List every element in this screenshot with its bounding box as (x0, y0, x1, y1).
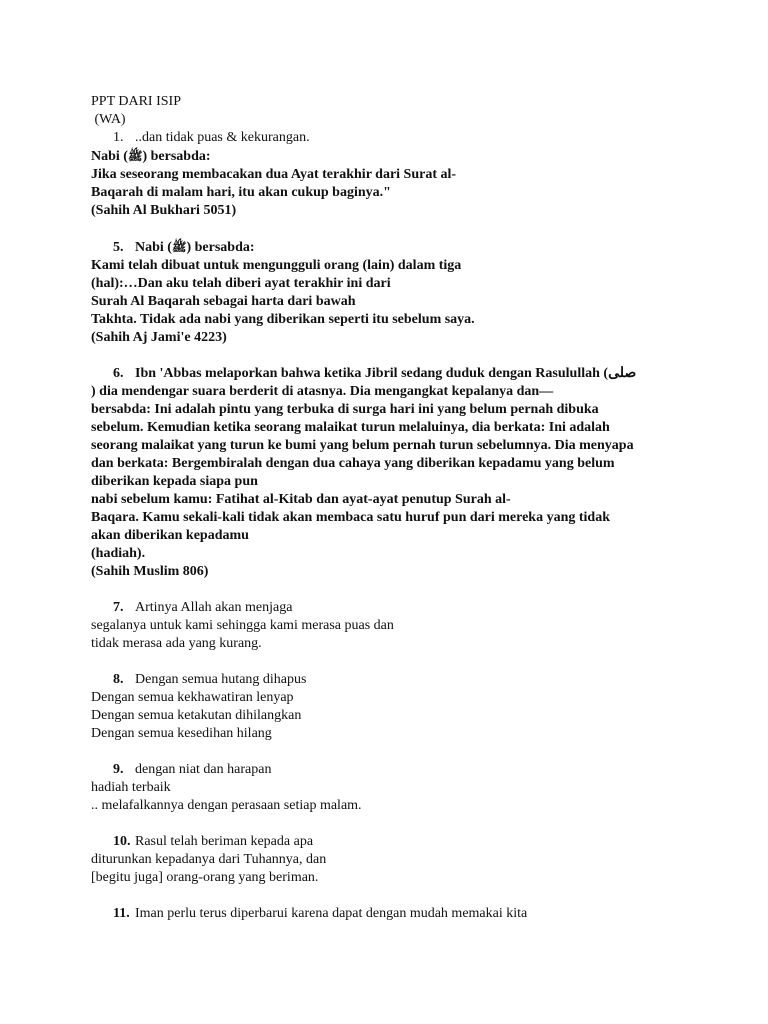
document-subtitle: (WA) (91, 112, 126, 127)
list-text: dengan niat dan harapan (135, 762, 272, 777)
hadith-line: Kami telah dibuat untuk mengungguli orang (lain) dalam tiga (91, 258, 462, 273)
hadith-source: (Sahih Al Bukhari 5051) (91, 203, 237, 218)
hadith-line: (hadiah). (91, 546, 146, 561)
hadith-line: ) dia mendengar suara berderit di atasnya. Dia mengangkat kepalanya dan— (91, 384, 554, 399)
list-number: 6. (113, 366, 124, 381)
nabi-prefix: Nabi ( (135, 240, 172, 255)
list-number: 1. (113, 130, 124, 145)
spacer (91, 887, 701, 905)
list-number: 10. (113, 834, 131, 849)
hadith-line: akan diberikan kepadamu (91, 528, 249, 543)
list-item-8 (91, 671, 701, 689)
hadith-line: sebelum. Kemudian ketika seorang malaikat turun melaluinya, dia berkata: Ini adalah (91, 420, 610, 435)
hadith-intro (91, 147, 701, 166)
list-text: Dengan semua ketakutan dihilangkan (91, 708, 302, 723)
list-text: Artinya Allah akan menjaga (135, 600, 293, 615)
list-text: Dengan semua kekhawatiran lenyap (91, 690, 294, 705)
list-text: Iman perlu terus diperbarui karena dapat dengan mudah memakai kita (135, 906, 528, 921)
list-text: Dengan semua kesedihan hilang (91, 726, 272, 741)
list-item-5 (91, 238, 701, 257)
list-item-11 (91, 905, 701, 923)
hadith-line: Baqarah di malam hari, itu akan cukup baginya." (91, 185, 391, 200)
list-item-7 (91, 599, 701, 617)
nabi-prefix: Nabi ( (91, 149, 128, 164)
hadith-source: (Sahih Aj Jami'e 4223) (91, 330, 227, 345)
hadith-line: Jika seseorang membacakan dua Ayat terakhir dari Surat al- (91, 167, 457, 182)
list-text: [begitu juga] orang-orang yang beriman. (91, 870, 319, 885)
list-text: hadiah terbaik (91, 780, 171, 795)
salawat-text: ﷺ (171, 240, 187, 254)
list-item-10 (91, 833, 701, 851)
hadith-line: Takhta. Tidak ada nabi yang diberikan seperti itu sebelum saya. (91, 312, 475, 327)
salawat-text: ﷺ (127, 149, 143, 163)
list-text: Rasul telah beriman kepada apa (135, 834, 314, 849)
hadith-line: diberikan kepada siapa pun (91, 474, 258, 489)
list-number: 5. (113, 240, 124, 255)
list-item-1 (91, 129, 701, 147)
list-item-6 (91, 365, 701, 383)
hadith-line: Ibn 'Abbas melaporkan bahwa ketika Jibril sedang duduk dengan Rasulullah (صلى (135, 366, 637, 381)
hadith-line: nabi sebelum kamu: Fatihat al-Kitab dan ayat-ayat penutup Surah al- (91, 492, 511, 507)
hadith-line: dan berkata: Bergembiralah dengan dua cahaya yang diberikan kepadamu yang belum (91, 456, 615, 471)
list-number: 7. (113, 600, 124, 615)
spacer (91, 653, 701, 671)
hadith-source: (Sahih Muslim 806) (91, 564, 209, 579)
hadith-line: (hal):…Dan aku telah diberi ayat terakhir ini dari (91, 276, 391, 291)
list-text: diturunkan kepadanya dari Tuhannya, dan (91, 852, 327, 867)
list-number: 8. (113, 672, 124, 687)
document-page (91, 93, 701, 923)
spacer (91, 743, 701, 761)
list-text: segalanya untuk kami sehingga kami merasa puas dan (91, 618, 394, 633)
hadith-line: seorang malaikat yang turun ke bumi yang belum pernah turun sebelumnya. Dia menyapa (91, 438, 634, 453)
nabi-suffix: ) bersabda: (142, 149, 211, 164)
hadith-line: Baqara. Kamu sekali-kali tidak akan membaca satu huruf pun dari mereka yang tidak (91, 510, 610, 525)
list-text: tidak merasa ada yang kurang. (91, 636, 262, 651)
nabi-suffix: ) bersabda: (186, 240, 255, 255)
list-number: 11. (113, 906, 130, 921)
list-text: .. melafalkannya dengan perasaan setiap malam. (91, 798, 362, 813)
document-title: PPT DARI ISIP (91, 94, 181, 109)
list-item-9 (91, 761, 701, 779)
list-text: ..dan tidak puas & kekurangan. (135, 130, 310, 145)
list-number: 9. (113, 762, 124, 777)
hadith-line: bersabda: Ini adalah pintu yang terbuka di surga hari ini yang belum pernah dibuka (91, 402, 599, 417)
spacer (91, 347, 701, 365)
spacer (91, 220, 701, 238)
spacer (91, 815, 701, 833)
hadith-line: Surah Al Baqarah sebagai harta dari bawah (91, 294, 356, 309)
spacer (91, 581, 701, 599)
list-text: Dengan semua hutang dihapus (135, 672, 307, 687)
